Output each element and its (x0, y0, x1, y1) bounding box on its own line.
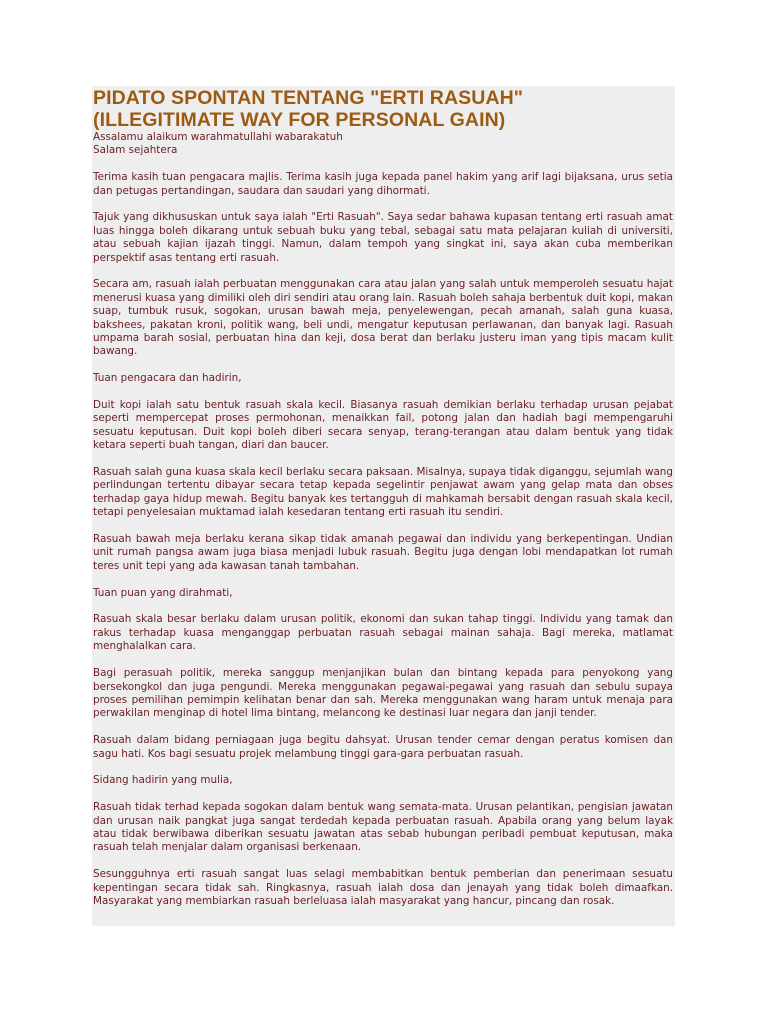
greeting-line-2: Salam sejahtera (93, 144, 178, 157)
paragraph: Secara am, rasuah ialah perbuatan menggunakan cara atau jalan yang salah untuk memperoleh sesuatu hajat menerusi kuasa yang dimiliki oleh diri sendiri atau orang lain. Rasuah boleh sahaja berbentuk duit kopi, makan suap, tumbuk rusuk, sogokan, urusan bawah meja, penyelewengan, pecah amanah, salah guna kuasa, bakshees, pakatan kroni, politik wang, beli undi, mengatur keputusan perlawanan, dan banyak lagi. Rasuah umpama barah sosial, perbuatan hina dan keji, dosa berat dan berlaku justeru iman yang tipis macam kulit bawang. (93, 278, 673, 358)
greeting-line-1: Assalamu alaikum warahmatullahi wabarakatuh (93, 131, 343, 143)
salutation: Tuan pengacara dan hadirin, (93, 372, 242, 385)
paragraph: Rasuah salah guna kuasa skala kecil berlaku secara paksaan. Misalnya, supaya tidak diganggu, sejumlah wang perlindungan tertentu dibayar secara tetap kepada segelintir penjawat awam yang gelap mata dan obses terhadap gaya hidup mewah. Begitu banyak kes tertangguh di mahkamah bersabit dengan rasuah skala kecil, tetapi penyelesaian muktamad ialah kesedaran tentang erti rasuah itu sendiri. (93, 466, 673, 519)
paragraph: Sesungguhnya erti rasuah sangat luas selagi membabitkan bentuk pemberian dan penerimaan sesuatu kepentingan secara tidak sah. Ringkasnya, rasuah ialah dosa dan jenayah yang tidak boleh dimaafkan. Masyarakat yang membiarkan rasuah berleluasa ialah masyarakat yang hancur, pincang dan rosak. (93, 868, 673, 907)
title-line-1: PIDATO SPONTAN TENTANG "ERTI RASUAH" (93, 87, 524, 109)
paragraph: Rasuah skala besar berlaku dalam urusan politik, ekonomi dan sukan tahap tinggi. Individu yang tamak dan rakus terhadap kuasa menganggap perbuatan rasuah sebagai mainan sahaja. Bagi mereka, matlamat menghalalkan cara. (93, 613, 673, 653)
paragraph: Tajuk yang dikhususkan untuk saya ialah "Erti Rasuah". Saya sedar bahawa kupasan tentang erti rasuah amat luas hingga boleh dikarang untuk sebuah buku yang tebal, sebagai satu mata pelajaran kuliah di universiti, atau sebuah kajian ijazah tinggi. Namun, dalam tempoh yang singkat ini, saya akan cuba memberikan perspektif asas tentang erti rasuah. (93, 211, 673, 264)
paragraph: Bagi perasuah politik, mereka sanggup menjanjikan bulan dan bintang kepada para penyokong yang bersekongkol dan juga pengundi. Mereka menggunakan pegawai-pegawai yang rasuah dan sebulu supaya proses pemilihan pemimpin kelihatan benar dan sah. Mereka menggunakan wang haram untuk menaja para perwakilan menginap di hotel lima bintang, melancong ke destinasi luar negara dan janji tender. (93, 667, 673, 720)
document-body (93, 131, 673, 908)
salutation: Sidang hadirin yang mulia, (93, 774, 233, 787)
paragraph: Rasuah tidak terhad kepada sogokan dalam bentuk wang semata-mata. Urusan pelantikan, pengisian jawatan dan urusan naik pangkat juga sangat terdedah kepada perbuatan rasuah. Apabila orang yang belum layak atau tidak berwibawa diberikan sesuatu jawatan atas sebab hubungan peribadi pembuat keputusan, maka rasuah telah menjalar dalam organisasi berkenaan. (93, 801, 673, 854)
paragraph: Rasuah dalam bidang perniagaan juga begitu dahsyat. Urusan tender cemar dengan peratus komisen dan sagu hati. Kos bagi sesuatu projek melambung tinggi gara-gara perbuatan rasuah. (93, 734, 673, 760)
paragraph: Rasuah bawah meja berlaku kerana sikap tidak amanah pegawai dan individu yang berkepentingan. Undian unit rumah pangsa awam juga biasa menjadi lubuk rasuah. Begitu juga dengan lobi mendapatkan lot rumah teres unit tepi yang ada kawasan tanah tambahan. (93, 533, 673, 572)
title-line-2: (ILLEGITIMATE WAY FOR PERSONAL GAIN) (93, 109, 506, 131)
salutation: Tuan puan yang dirahmati, (93, 586, 233, 599)
paragraph: Terima kasih tuan pengacara majlis. Terima kasih juga kepada panel hakim yang arif lagi bijaksana, urus setia dan petugas pertandingan, saudara dan saudari yang dihormati. (93, 171, 673, 197)
greeting (93, 131, 673, 158)
document-page (92, 86, 675, 926)
document-title (93, 87, 673, 131)
paragraph: Duit kopi ialah satu bentuk rasuah skala kecil. Biasanya rasuah demikian berlaku terhadap urusan pejabat seperti mempercepat proses permohonan, menaikkan fail, potong jalan dan hadiah bagi mempengaruhi sesuatu keputusan. Duit kopi boleh diberi secara senyap, terang-terangan atau dalam bentuk yang tidak ketara seperti buah tangan, diari dan baucer. (93, 399, 673, 452)
